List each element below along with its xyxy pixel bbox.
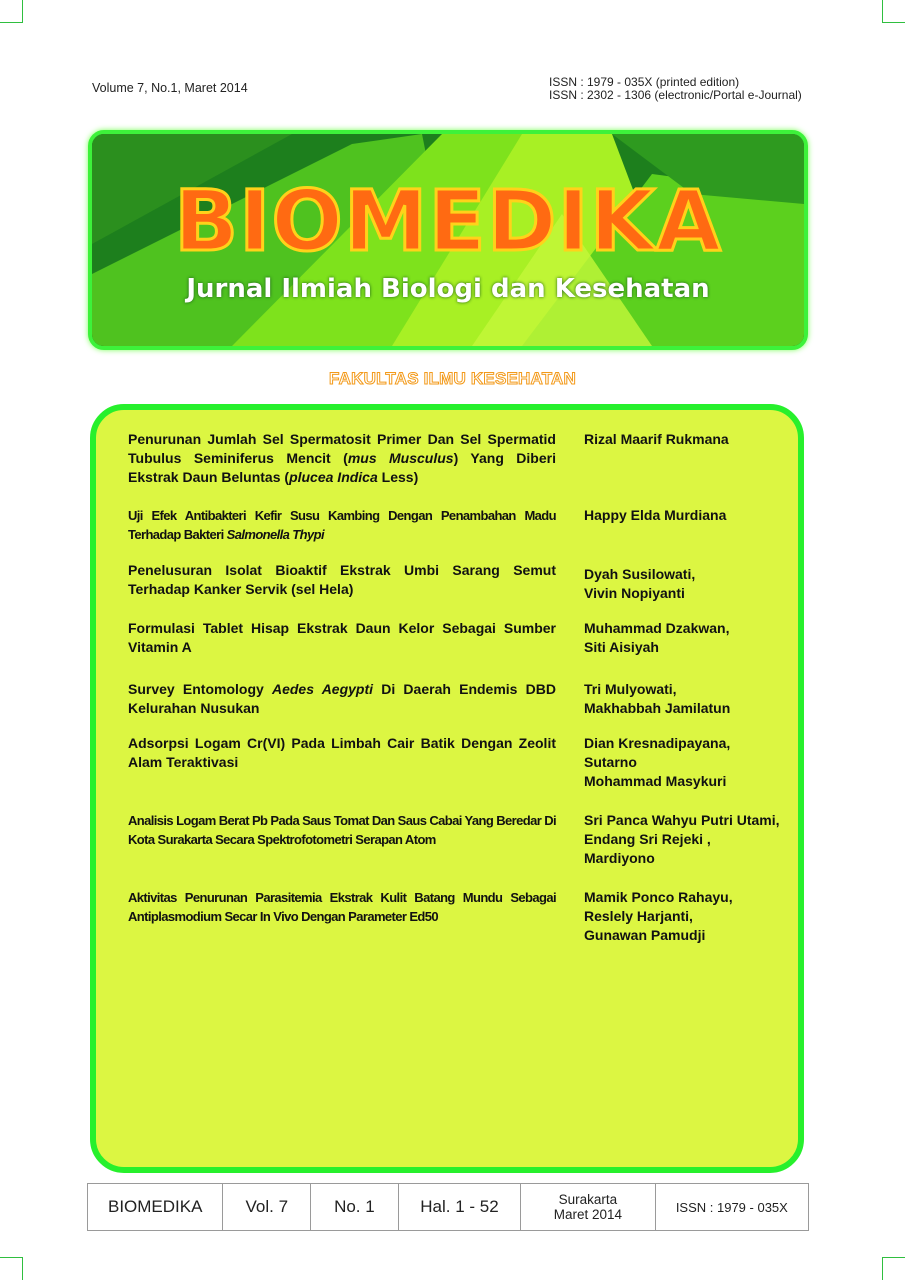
article-authors <box>584 565 798 603</box>
author-name: Muhammad Dzakwan, <box>584 620 730 636</box>
author-name: Mohammad Masykuri <box>584 773 727 789</box>
issue-info-bar <box>87 1183 809 1231</box>
footer-volume: Vol. 7 <box>223 1184 311 1230</box>
article-title[interactable]: Uji Efek Antibakteri Kefir Susu Kambing Dengan Penambahan Madu Terhadap Bakteri Salmonella Thypi <box>128 508 556 542</box>
article-authors <box>584 506 798 525</box>
crop-mark-bottom-right <box>882 1257 905 1280</box>
article-title[interactable]: Penelusuran Isolat Bioaktif Ekstrak Umbi Sarang Semut Terhadap Kanker Servik (sel Hela) <box>128 562 556 597</box>
author-name: Makhabbah Jamilatun <box>584 700 731 716</box>
footer-date: Maret 2014 <box>553 1207 623 1222</box>
journal-subtitle: Jurnal Ilmiah Biologi dan Kesehatan <box>186 274 710 304</box>
article-title[interactable]: Analisis Logam Berat Pb Pada Saus Tomat Dan Saus Cabai Yang Beredar Di Kota Surakarta Secara Spektrofotometri Serapan Atom <box>128 813 556 847</box>
issn-print: ISSN : 1979 - 035X (printed edition) <box>549 75 740 89</box>
article-title[interactable]: Survey Entomology Aedes Aegypti Di Daerah Endemis DBD Kelurahan Nusukan <box>128 681 556 716</box>
author-name: Vivin Nopiyanti <box>584 585 685 601</box>
article-authors <box>584 734 798 791</box>
author-name: Sri Panca Wahyu Putri Utami, <box>584 812 780 828</box>
footer-pages: Hal. 1 - 52 <box>399 1184 521 1230</box>
footer-place-date <box>521 1184 655 1230</box>
issn-block <box>549 76 802 102</box>
volume-line: Volume 7, No.1, Maret 2014 <box>92 81 248 95</box>
crop-mark-bottom-left <box>0 1257 23 1280</box>
author-name: Tri Mulyowati, <box>584 681 677 697</box>
author-name: Mamik Ponco Rahayu, <box>584 889 733 905</box>
author-name: Dyah Susilowati, <box>584 566 696 582</box>
author-name: Gunawan Pamudji <box>584 927 706 943</box>
article-title[interactable]: Penurunan Jumlah Sel Spermatosit Primer Dan Sel Spermatid Tubulus Seminiferus Mencit (mus Musculus) Yang Diberi Ekstrak Daun Beluntas (plucea Indica Less) <box>128 431 556 485</box>
footer-number: No. 1 <box>311 1184 399 1230</box>
author-name: Happy Elda Murdiana <box>584 507 727 523</box>
issn-electronic: ISSN : 2302 - 1306 (electronic/Portal e-Journal) <box>549 88 802 102</box>
article-authors <box>584 680 798 718</box>
article-title[interactable]: Adsorpsi Logam Cr(VI) Pada Limbah Cair Batik Dengan Zeolit Alam Teraktivasi <box>128 735 556 770</box>
author-name: Sutarno <box>584 754 637 770</box>
article-title[interactable]: Aktivitas Penurunan Parasitemia Ekstrak Kulit Batang Mundu Sebagai Antiplasmodium Secar In Vivo Dengan Parameter Ed50 <box>128 890 556 924</box>
author-name: Dian Kresnadipayana, <box>584 735 731 751</box>
footer-city: Surakarta <box>558 1192 618 1207</box>
crop-mark-top-left <box>0 0 23 23</box>
article-authors <box>584 619 798 657</box>
journal-title: BIOMEDIKA <box>174 172 722 270</box>
table-of-contents <box>90 404 804 1173</box>
faculty-heading: FAKULTAS ILMU KESEHATAN <box>329 369 576 388</box>
author-name: Endang Sri Rejeki , <box>584 831 711 847</box>
article-title[interactable]: Formulasi Tablet Hisap Ekstrak Daun Kelor Sebagai Sumber Vitamin A <box>128 620 556 655</box>
journal-banner <box>88 130 808 350</box>
crop-mark-top-right <box>882 0 905 23</box>
author-name: Siti Aisiyah <box>584 639 659 655</box>
article-authors <box>584 811 798 868</box>
author-name: Mardiyono <box>584 850 655 866</box>
footer-journal: BIOMEDIKA <box>88 1184 223 1230</box>
author-name: Rizal Maarif Rukmana <box>584 431 729 447</box>
article-authors <box>584 430 798 449</box>
article-authors <box>584 888 798 945</box>
footer-issn: ISSN : 1979 - 035X <box>675 1199 788 1215</box>
author-name: Reslely Harjanti, <box>584 908 693 924</box>
